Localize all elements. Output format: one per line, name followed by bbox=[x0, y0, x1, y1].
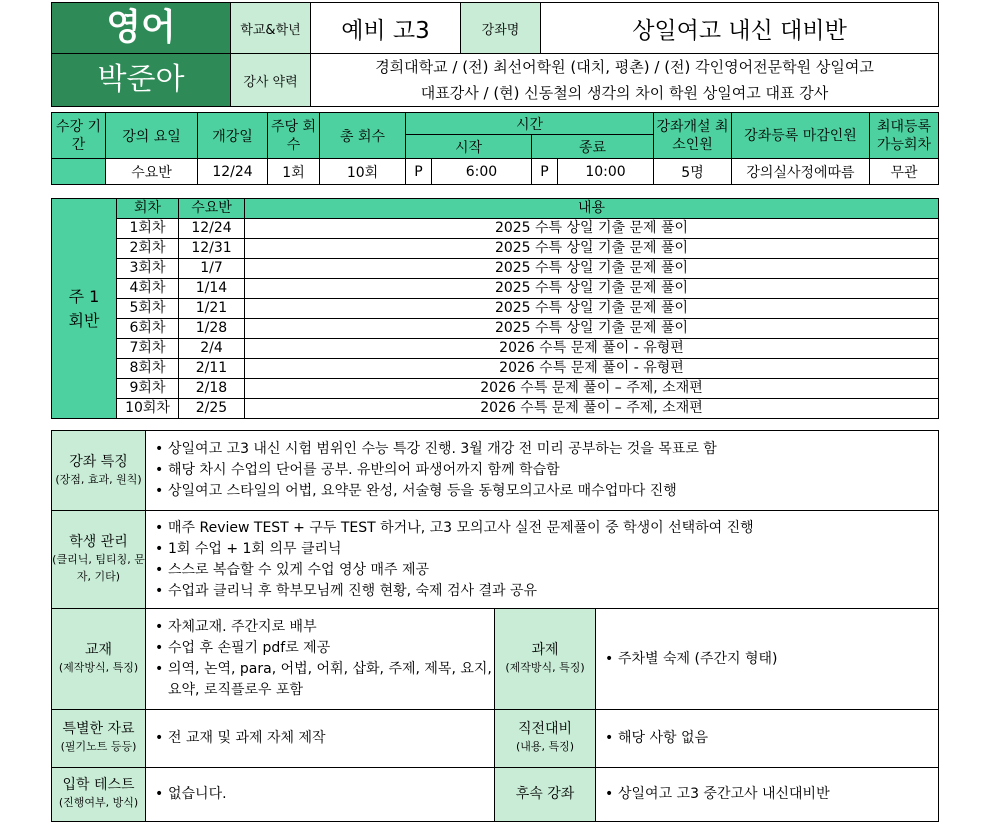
special-label bbox=[52, 709, 146, 767]
content-cell: 2026 수특 문제 풀이 - 유형편 bbox=[245, 339, 939, 359]
date-cell: 1/14 bbox=[179, 279, 245, 299]
final-prep-title: 직전대비 bbox=[517, 721, 573, 738]
date-cell: 1/7 bbox=[179, 259, 245, 279]
entrance-body bbox=[146, 767, 495, 821]
content-col-header: 내용 bbox=[245, 199, 939, 219]
bio-line-1: 경희대학교 / (전) 최선어학원 (대치, 평촌) / (전) 각인영어전문학원 상일여고 bbox=[375, 58, 874, 76]
special-sub: (필기노트 등등) bbox=[60, 740, 137, 754]
min-students-header: 강좌개설 최소인원 bbox=[654, 113, 732, 159]
session-cell: 9회차 bbox=[117, 379, 179, 399]
start-date-header: 개강일 bbox=[198, 113, 268, 159]
features-label bbox=[52, 431, 146, 511]
feature-item: • 상일여고 고3 내신 시험 범위인 수능 특강 진행. 3월 개강 전 미리 공부하는 것을 목표로 함 bbox=[154, 439, 938, 460]
course-info-table bbox=[51, 430, 939, 822]
period-side-label: 수강 기간 bbox=[52, 113, 106, 159]
end-time-header: 종료 bbox=[532, 135, 654, 159]
schedule-row bbox=[52, 339, 939, 359]
date-cell: 12/24 bbox=[179, 219, 245, 239]
date-cell: 2/25 bbox=[179, 399, 245, 419]
session-cell: 2회차 bbox=[117, 239, 179, 259]
date-cell: 1/21 bbox=[179, 299, 245, 319]
special-item: • 전 교재 및 과제 자체 제작 bbox=[154, 728, 494, 749]
schedule-row bbox=[52, 279, 939, 299]
max-sessions-value: 무관 bbox=[870, 159, 939, 185]
final-prep-item: • 해당 사항 없음 bbox=[604, 728, 938, 749]
start-time-value: 6:00 bbox=[432, 159, 532, 185]
content-cell: 2025 수특 상일 기출 문제 풀이 bbox=[245, 279, 939, 299]
schedule-row bbox=[52, 299, 939, 319]
date-col-header: 수요반 bbox=[179, 199, 245, 219]
textbook-item: • 자체교재. 주간지로 배부 bbox=[154, 617, 494, 638]
bio-line-2: 대표강사 / (현) 신동철의 생각의 차이 학원 상일여고 대표 강사 bbox=[420, 84, 829, 102]
weekly-count-value: 1회 bbox=[268, 159, 320, 185]
textbook-sub: (제작방식, 특징) bbox=[58, 661, 139, 675]
teacher-bio bbox=[311, 54, 939, 107]
end-time-value: 10:00 bbox=[558, 159, 654, 185]
entrance-list bbox=[154, 784, 494, 805]
management-body bbox=[146, 511, 939, 609]
entrance-item: • 없습니다. bbox=[154, 784, 494, 805]
schedule-row bbox=[52, 219, 939, 239]
session-cell: 10회차 bbox=[117, 399, 179, 419]
content-cell: 2025 수특 상일 기출 문제 풀이 bbox=[245, 319, 939, 339]
management-title: 학생 관리 bbox=[69, 534, 128, 551]
followup-list bbox=[604, 784, 938, 805]
schedule-row bbox=[52, 239, 939, 259]
start-ampm: P bbox=[406, 159, 432, 185]
start-time-header: 시작 bbox=[406, 135, 532, 159]
entrance-title: 입학 테스트 bbox=[62, 777, 135, 794]
content-cell: 2025 수특 상일 기출 문제 풀이 bbox=[245, 259, 939, 279]
day-header: 강의 요일 bbox=[106, 113, 198, 159]
date-cell: 2/18 bbox=[179, 379, 245, 399]
final-prep-label bbox=[495, 709, 596, 767]
homework-sub: (제작방식, 특징) bbox=[505, 661, 585, 675]
deadline-header: 강좌등록 마감인원 bbox=[732, 113, 870, 159]
start-date-value: 12/24 bbox=[198, 159, 268, 185]
followup-body bbox=[596, 767, 939, 821]
subject-label: 영어 bbox=[52, 3, 231, 54]
entrance-label bbox=[52, 767, 146, 821]
homework-item: • 주차별 숙제 (주간지 형태) bbox=[604, 649, 938, 670]
final-prep-body bbox=[596, 709, 939, 767]
final-prep-sub: (내용, 특징) bbox=[515, 740, 575, 754]
course-name-value: 상일여고 내신 대비반 bbox=[541, 3, 939, 54]
special-list bbox=[154, 728, 494, 749]
features-sub: (장점, 효과, 원칙) bbox=[55, 472, 142, 486]
session-cell: 3회차 bbox=[117, 259, 179, 279]
end-ampm: P bbox=[532, 159, 558, 185]
session-col-header: 회차 bbox=[117, 199, 179, 219]
weekly-count-header: 주당 회수 bbox=[268, 113, 320, 159]
feature-item: • 해당 차시 수업의 단어를 공부. 유반의어 파생어까지 함께 학습함 bbox=[154, 460, 938, 481]
date-cell: 2/11 bbox=[179, 359, 245, 379]
schedule-row bbox=[52, 259, 939, 279]
followup-title: 후속 강좌 bbox=[515, 785, 575, 802]
textbook-list bbox=[154, 617, 494, 701]
schedule-row bbox=[52, 359, 939, 379]
max-sessions-header: 최대등록 가능회차 bbox=[870, 113, 939, 159]
homework-label bbox=[495, 609, 596, 709]
session-cell: 1회차 bbox=[117, 219, 179, 239]
management-item: • 수업과 클리닉 후 학부모님께 진행 현황, 숙제 검사 결과 공유 bbox=[154, 581, 938, 602]
entrance-sub: (진행여부, 방식) bbox=[58, 796, 139, 810]
total-count-value: 10회 bbox=[320, 159, 406, 185]
followup-label bbox=[495, 767, 596, 821]
special-body bbox=[146, 709, 495, 767]
management-label bbox=[52, 511, 146, 609]
feature-list bbox=[154, 439, 938, 502]
school-grade-label: 학교&학년 bbox=[231, 3, 311, 54]
textbook-body bbox=[146, 609, 495, 709]
management-item: • 스스로 복습할 수 있게 수업 영상 매주 제공 bbox=[154, 560, 938, 581]
date-cell: 12/31 bbox=[179, 239, 245, 259]
date-cell: 2/4 bbox=[179, 339, 245, 359]
session-cell: 8회차 bbox=[117, 359, 179, 379]
content-cell: 2026 수특 문제 풀이 – 주제, 소재편 bbox=[245, 399, 939, 419]
schedule-row bbox=[52, 319, 939, 339]
textbook-item: • 의역, 논역, para, 어법, 어휘, 삽화, 주제, 제목, 요지, 요약, 로직플로우 포함 bbox=[154, 659, 494, 701]
school-grade-value: 예비 고3 bbox=[311, 3, 461, 54]
textbook-item: • 수업 후 손필기 pdf로 제공 bbox=[154, 638, 494, 659]
content-cell: 2026 수특 문제 풀이 – 주제, 소재편 bbox=[245, 379, 939, 399]
homework-title: 과제 bbox=[531, 642, 559, 659]
management-sub: (클리닉, 팀티칭, 문자, 기타) bbox=[52, 553, 145, 584]
final-prep-list bbox=[604, 728, 938, 749]
homework-body bbox=[596, 609, 939, 709]
management-item: • 1회 수업 + 1회 의무 클리닉 bbox=[154, 539, 938, 560]
content-cell: 2025 수특 상일 기출 문제 풀이 bbox=[245, 299, 939, 319]
schedule-row bbox=[52, 379, 939, 399]
session-cell: 6회차 bbox=[117, 319, 179, 339]
bio-label: 강사 약력 bbox=[231, 54, 311, 107]
schedule-side-label bbox=[52, 199, 117, 419]
homework-list bbox=[604, 649, 938, 670]
day-value: 수요반 bbox=[106, 159, 198, 185]
content-cell: 2025 수특 상일 기출 문제 풀이 bbox=[245, 219, 939, 239]
teacher-name: 박준아 bbox=[52, 54, 231, 107]
management-item: • 매주 Review TEST + 구두 TEST 하거나, 고3 모의고사 실전 문제풀이 중 학생이 선택하여 진행 bbox=[154, 518, 938, 539]
schedule-side-text: 주 1회반 bbox=[68, 286, 100, 330]
session-cell: 5회차 bbox=[117, 299, 179, 319]
textbook-title: 교재 bbox=[84, 642, 113, 659]
textbook-label bbox=[52, 609, 146, 709]
management-list bbox=[154, 518, 938, 602]
period-side-filler bbox=[52, 159, 106, 185]
features-title: 강좌 특징 bbox=[69, 453, 128, 470]
content-cell: 2026 수특 문제 풀이 - 유형편 bbox=[245, 359, 939, 379]
schedule-row bbox=[52, 399, 939, 419]
date-cell: 1/28 bbox=[179, 319, 245, 339]
course-header bbox=[51, 2, 939, 107]
enrollment-period-table bbox=[51, 112, 939, 185]
special-title: 특별한 자료 bbox=[62, 721, 135, 738]
deadline-value: 강의실사정에따름 bbox=[732, 159, 870, 185]
session-cell: 7회차 bbox=[117, 339, 179, 359]
min-students-value: 5명 bbox=[654, 159, 732, 185]
feature-item: • 상일여고 스타일의 어법, 요약문 완성, 서술형 등을 동형모의고사로 매수업마다 진행 bbox=[154, 481, 938, 502]
weekly-schedule-table bbox=[51, 198, 939, 419]
course-name-label: 강좌명 bbox=[461, 3, 541, 54]
time-header: 시간 bbox=[406, 113, 654, 135]
followup-item: • 상일여고 고3 중간고사 내신대비반 bbox=[604, 784, 938, 805]
features-body bbox=[146, 431, 939, 511]
content-cell: 2025 수특 상일 기출 문제 풀이 bbox=[245, 239, 939, 259]
session-cell: 4회차 bbox=[117, 279, 179, 299]
total-count-header: 총 회수 bbox=[320, 113, 406, 159]
